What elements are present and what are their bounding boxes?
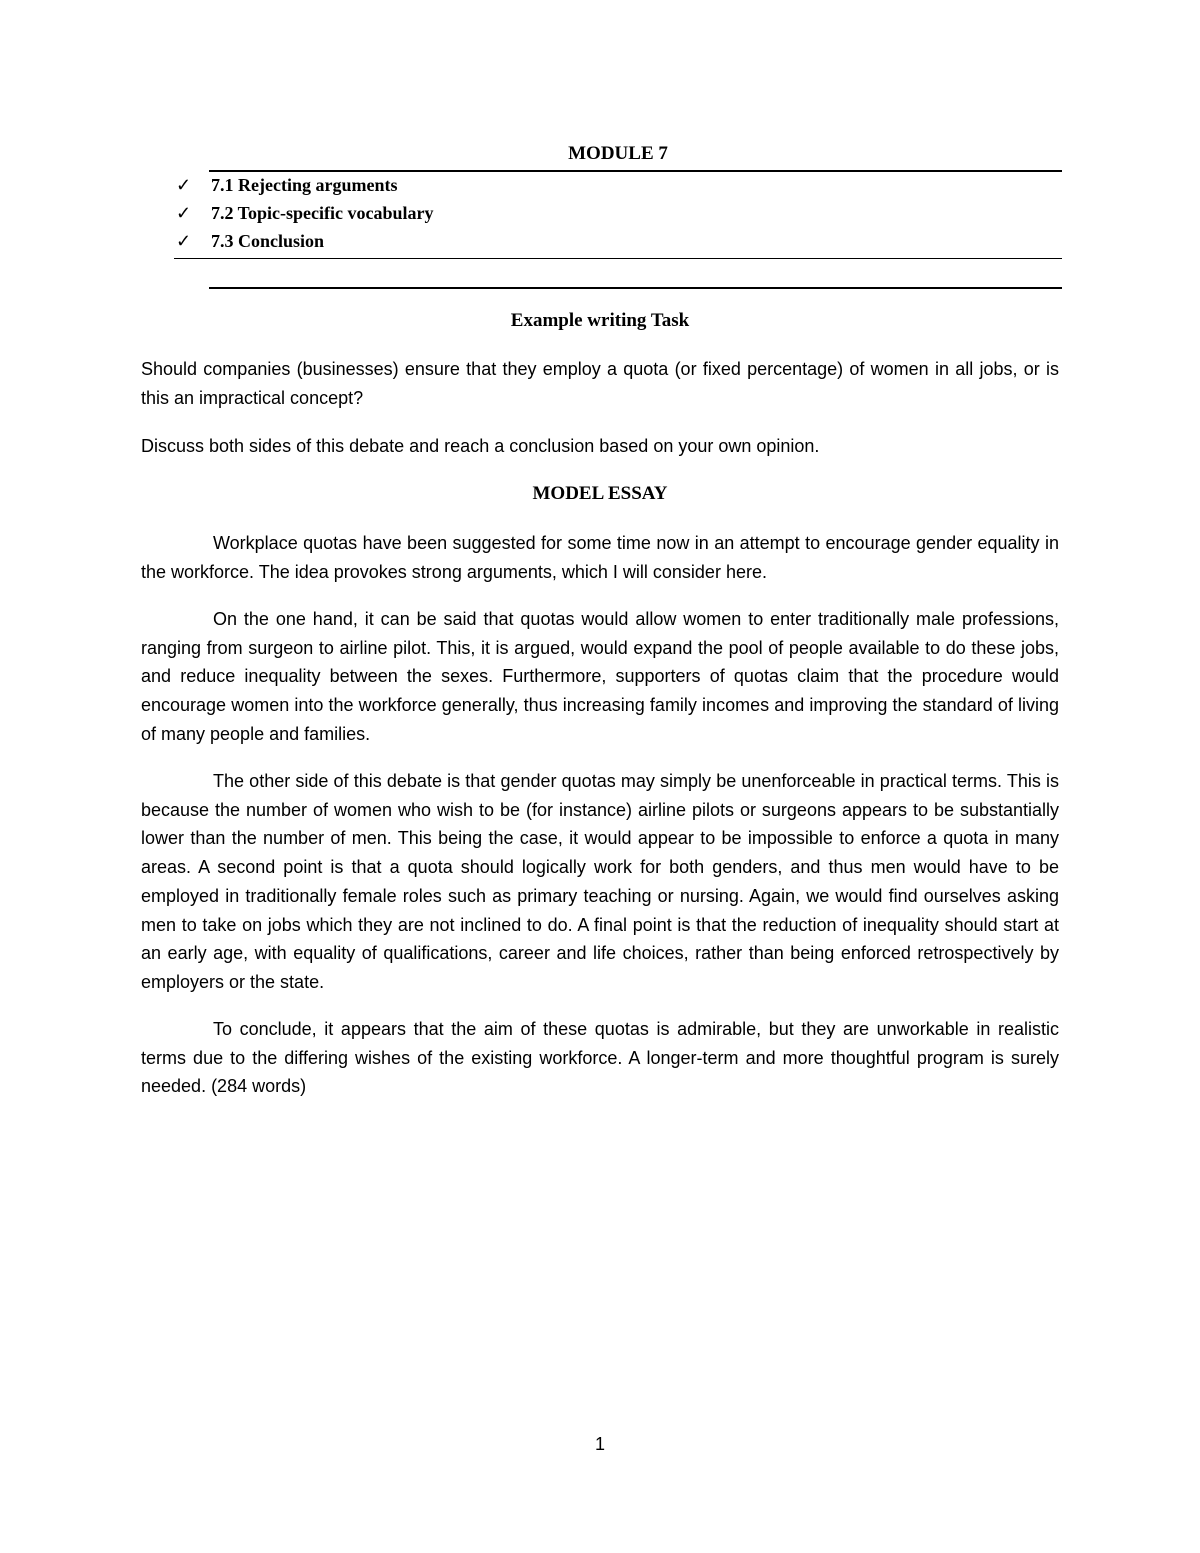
page-number: 1 (594, 1434, 605, 1454)
checklist-item (174, 227, 1062, 255)
module-checklist (174, 171, 1062, 255)
checklist-item-label: 7.1 Rejecting arguments (211, 175, 398, 195)
checkmark-icon: ✓ (176, 175, 192, 195)
essay-paragraph-opposing: The other side of this debate is that gender quotas may simply be unenforceable in practical terms. This is because the number of women who wish to be (for instance) airline pilots or surgeons appears to be substantially lower than the number of men. This being the case, it would appear to be impossible to enforce a quota in many areas. A second point is that a quota should logically work for both genders, and thus men would have to be employed in traditionally female roles such as primary teaching or nursing. Again, we would find ourselves asking men to take on jobs which they are not inclined to do. A final point is that the reduction of inequality should start at an early age, with equality of qualifications, career and life choices, rather than being enforced retrospectively by employers or the state. (141, 771, 1059, 992)
checklist-item (174, 171, 1062, 199)
task-question: Should companies (businesses) ensure that they employ a quota (or fixed percentage) of women in all jobs, or is this an impractical concept? (141, 359, 1059, 408)
essay-paragraph-conclusion: To conclude, it appears that the aim of these quotas is admirable, but they are unworkable in realistic terms due to the differing wishes of the existing workforce. A longer-term and more thoughtful program is surely needed. (284 words) (141, 1019, 1059, 1097)
checkmark-icon: ✓ (176, 203, 192, 223)
module-bottom-rule (174, 258, 1062, 259)
checkmark-icon: ✓ (176, 231, 192, 251)
task-heading: Example writing Task (510, 310, 690, 331)
essay-heading: MODEL ESSAY (532, 483, 668, 504)
essay-paragraph-supporting: On the one hand, it can be said that quotas would allow women to enter traditionally male professions, ranging from surgeon to airline pilot. This, it is argued, would expand the pool of people available to do these jobs, and reduce inequality between the sexes. Furthermore, supporters of quotas claim that the procedure would encourage women into the workforce generally, thus increasing family incomes and improving the standard of living of many people and families. (141, 609, 1059, 744)
checklist-item-label: 7.2 Topic-specific vocabulary (211, 203, 434, 223)
task-instruction: Discuss both sides of this debate and reach a conclusion based on your own opinion. (141, 436, 820, 456)
checklist-item-label: 7.3 Conclusion (211, 231, 325, 251)
module-title: MODULE 7 (568, 143, 668, 164)
section-divider-rule (209, 287, 1062, 289)
essay-paragraph-introduction: Workplace quotas have been suggested for some time now in an attempt to encourage gender equality in the workforce. The idea provokes strong arguments, which I will consider here. (141, 533, 1059, 582)
checklist-item (174, 199, 1062, 227)
